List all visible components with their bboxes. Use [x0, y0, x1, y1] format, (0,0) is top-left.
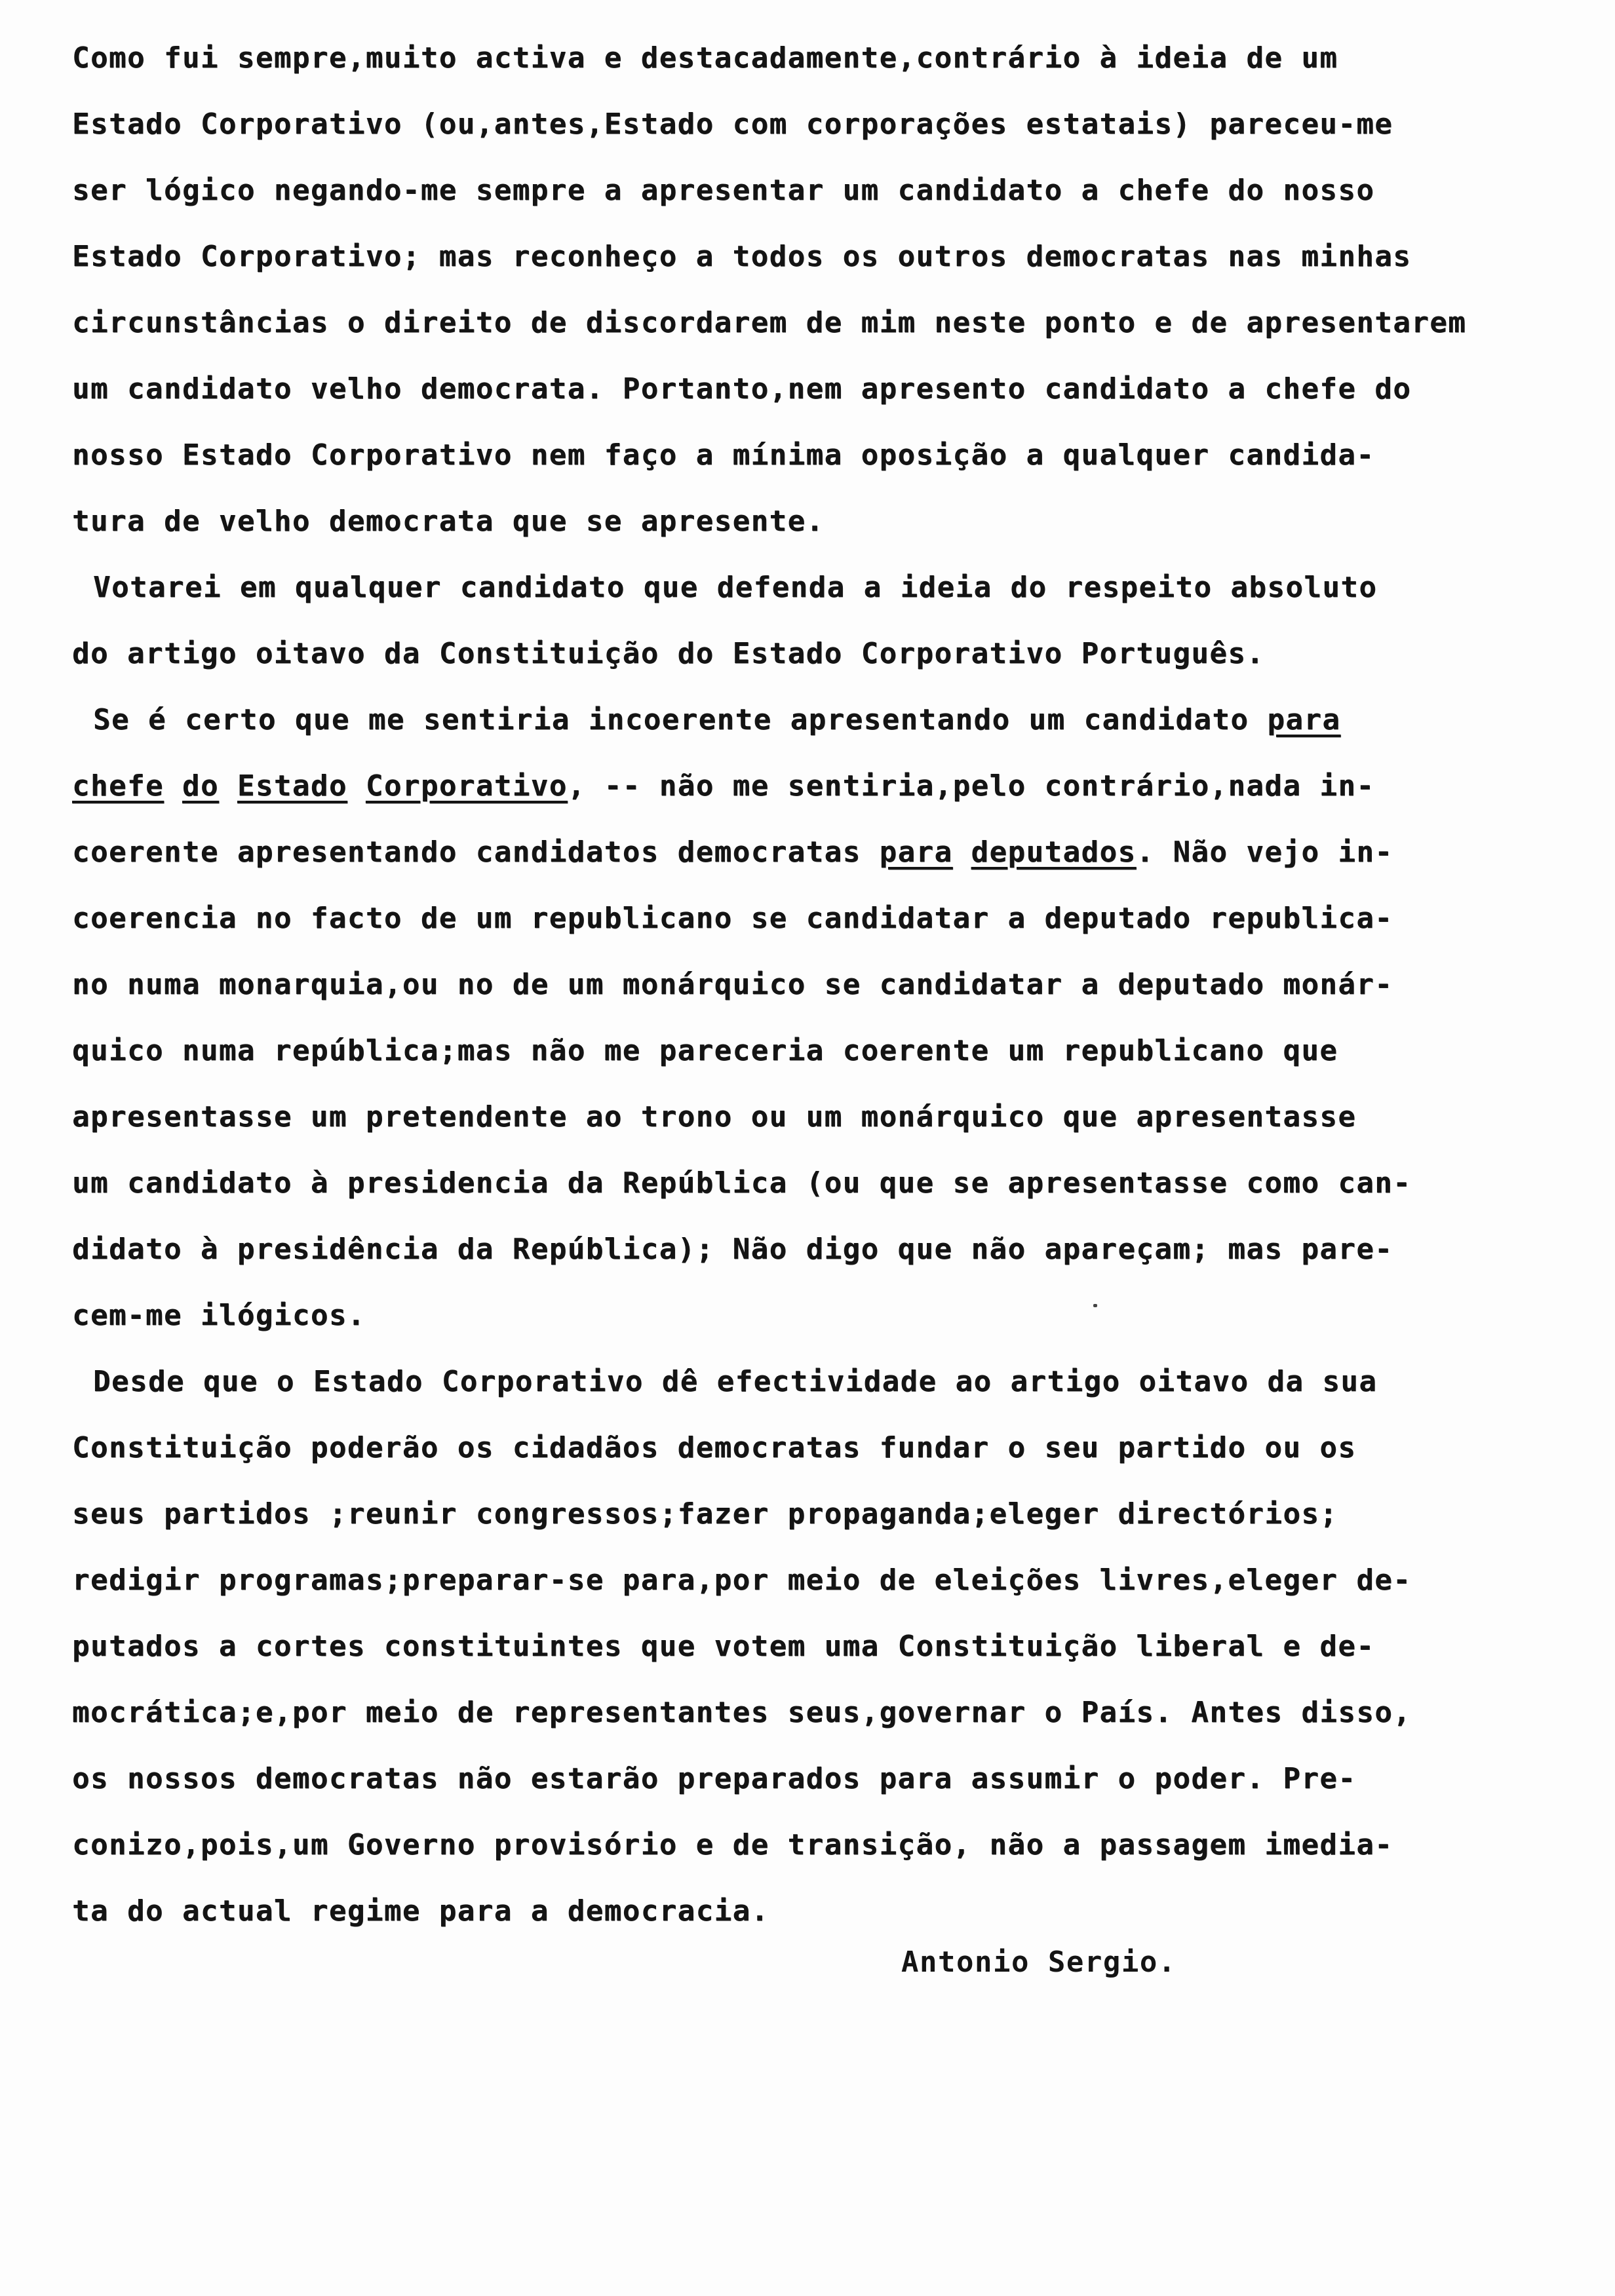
text-line-29: ta do actual regime para a democracia. [72, 1894, 769, 1928]
underlined-deputados: deputados [971, 835, 1137, 869]
line-13-text-end: . Não vejo in- [1136, 835, 1393, 869]
text-line-12 [72, 753, 1547, 819]
underlined-para: para [1267, 703, 1341, 737]
text-line-27: os nossos democratas não estarão preparados para assumir o poder. Pre- [72, 1762, 1357, 1795]
text-line-26: mocrática;e,por meio de representantes seus,governar o País. Antes disso, [72, 1696, 1412, 1729]
text-line-15: no numa monarquia,ou no de um monárquico se candidatar a deputado monár- [72, 968, 1393, 1001]
text-line-23: seus partidos ;reunir congressos;fazer propaganda;eleger directórios; [72, 1497, 1338, 1531]
line-12-text: , -- não me sentiria,pelo contrário,nada in- [567, 769, 1375, 803]
underlined-corporativo: Corporativo [365, 769, 568, 803]
text-line-4: Estado Corporativo; mas reconheço a todos os outros democratas nas minhas [72, 240, 1412, 273]
text-line-24: redigir programas;preparar-se para,por meio de eleições livres,eleger de- [72, 1563, 1412, 1597]
text-line-2: Estado Corporativo (ou,antes,Estado com corporações estatais) pareceu-me [72, 107, 1393, 141]
signature-line: Antonio Sergio. [901, 1945, 1177, 1979]
underlined-estado: Estado [237, 769, 347, 803]
underlined-chefe: chefe [72, 769, 164, 803]
text-line-20: cem-me ilógicos. [72, 1299, 366, 1332]
text-line-9: Votarei em qualquer candidato que defenda a ideia do respeito absoluto [93, 571, 1378, 604]
text-line-5: circunstâncias o direito de discordarem de mim neste ponto e de apresentarem [72, 306, 1467, 339]
text-line-3: ser lógico negando-me sempre a apresentar um candidato a chefe do nosso [72, 174, 1375, 207]
ink-speck [1093, 1304, 1097, 1307]
text-line-10: do artigo oitavo da Constituição do Estado Corporativo Português. [72, 637, 1265, 670]
text-line-1: Como fui sempre,muito activa e destacadamente,contrário à ideia de um [72, 41, 1338, 75]
text-line-6: um candidato velho democrata. Portanto,nem apresento candidato a chefe do [72, 372, 1412, 406]
text-line-14: coerencia no facto de um republicano se candidatar a deputado republica- [72, 902, 1393, 935]
text-line-22: Constituição poderão os cidadãos democratas fundar o seu partido ou os [72, 1431, 1357, 1464]
text-line-7: nosso Estado Corporativo nem faço a mínima oposição a qualquer candida- [72, 438, 1375, 472]
text-line-28: conizo,pois,um Governo provisório e de transição, não a passagem imedia- [72, 1828, 1393, 1862]
text-line-8: tura de velho democrata que se apresente. [72, 505, 825, 538]
text-line-17: apresentasse um pretendente ao trono ou um monárquico que apresentasse [72, 1100, 1357, 1134]
letter-body [72, 25, 1547, 1944]
text-line-18: um candidato à presidencia da República (ou que se apresentasse como can- [72, 1166, 1412, 1200]
text-line-13 [72, 819, 1547, 885]
text-line-16: quico numa república;mas não me pareceria coerente um republicano que [72, 1034, 1338, 1067]
line-11-text: Se é certo que me sentiria incoerente apresentando um candidato [93, 703, 1268, 737]
text-line-25: putados a cortes constituintes que votem uma Constituição liberal e de- [72, 1630, 1375, 1663]
underlined-do: do [182, 769, 219, 803]
line-13-text: coerente apresentando candidatos democratas [72, 835, 880, 869]
text-line-21: Desde que o Estado Corporativo dê efectividade ao artigo oitavo da sua [93, 1365, 1378, 1398]
text-line-19: didato à presidência da República); Não digo que não apareçam; mas pare- [72, 1233, 1393, 1266]
underlined-para-2: para [879, 835, 953, 869]
text-line-11 [72, 687, 1547, 753]
